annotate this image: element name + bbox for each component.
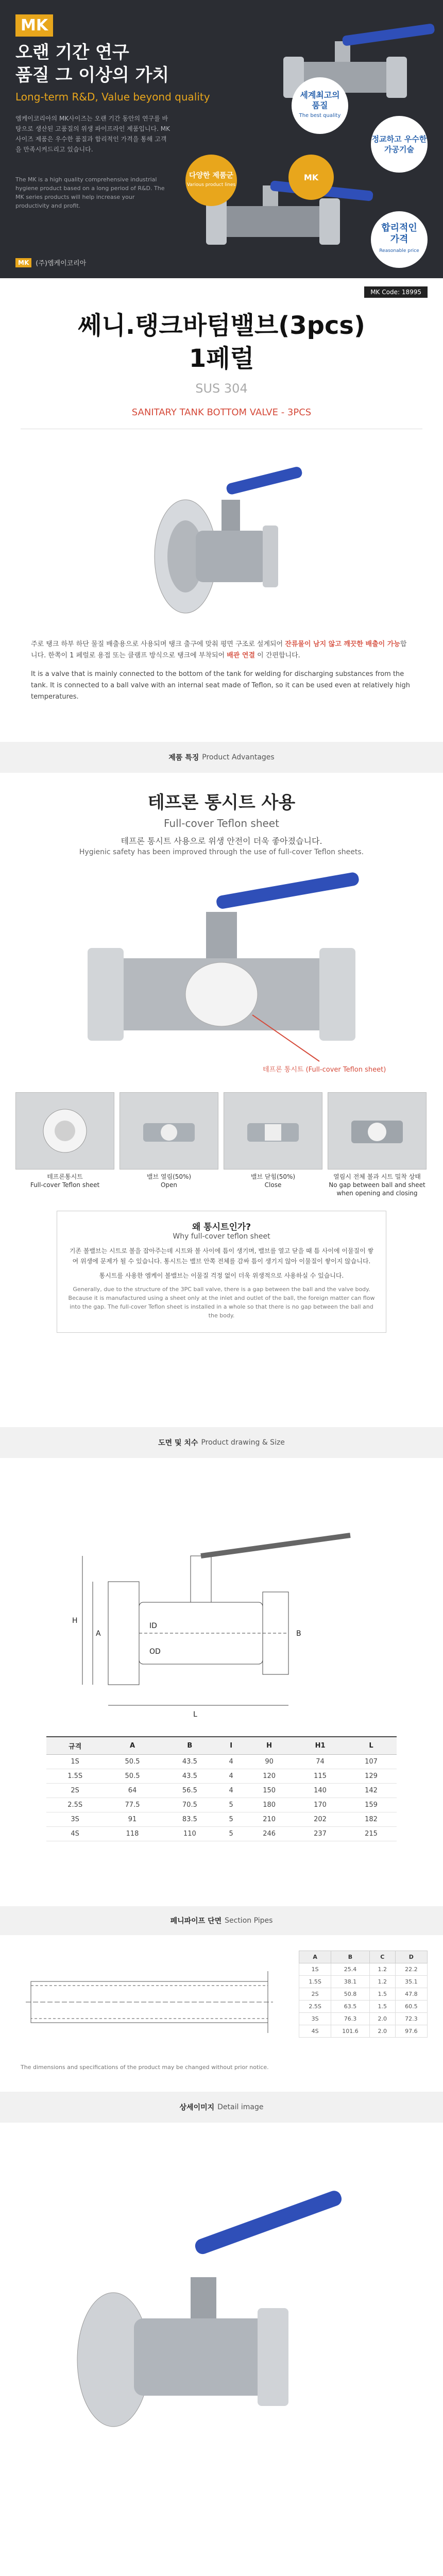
table-cell: 159 bbox=[346, 1798, 397, 1812]
table-row bbox=[46, 1827, 397, 1841]
thumbnail-label-ko: 열림시 전체 볼과 시트 밀착 상태 bbox=[333, 1173, 421, 1180]
badge-price-line: 합리적인 bbox=[381, 223, 417, 233]
table-cell: 50.5 bbox=[104, 1755, 161, 1769]
table-cell: 35.1 bbox=[395, 1976, 427, 1988]
why-teflon-question: 왜 통시트인가? bbox=[192, 1222, 251, 1232]
table-header-cell: B bbox=[161, 1737, 218, 1755]
brand-name: (주)엠케이코리아 bbox=[36, 260, 87, 267]
table-cell: 210 bbox=[244, 1812, 295, 1827]
intro-ko-highlight-2: 배관 연결 bbox=[227, 652, 255, 659]
table-header-cell: I bbox=[218, 1737, 244, 1755]
badge-best-quality-bold: 품질 bbox=[312, 100, 328, 110]
thumbnail-label-ko: 밸브 닫힘(50%) bbox=[250, 1173, 296, 1180]
table-cell: 64 bbox=[104, 1784, 161, 1798]
table-header-cell: A bbox=[299, 1951, 331, 1963]
hero-banner bbox=[0, 0, 443, 278]
table-cell: 83.5 bbox=[161, 1812, 218, 1827]
pipes-bar-en: Section Pipes bbox=[225, 1917, 273, 1925]
thumbnail-no-gap bbox=[328, 1092, 427, 1197]
thumbnail-label-en: Full-cover Teflon sheet bbox=[30, 1181, 100, 1189]
drawing-label-h: H bbox=[72, 1617, 78, 1625]
table-cell: 4 bbox=[218, 1755, 244, 1769]
table-row bbox=[299, 2013, 428, 2025]
hero-headline-line-2: 품질 그 이상의 가치 bbox=[15, 65, 169, 86]
brand-logo: MK bbox=[15, 14, 53, 37]
product-main-image bbox=[139, 443, 304, 629]
table-cell: 202 bbox=[295, 1812, 346, 1827]
table-cell: 150 bbox=[244, 1784, 295, 1798]
hero-description-en: The MK is a high quality comprehensive industrial hygiene product based on a long period of R&D. The MK series products will help increase your productivity and profit. bbox=[15, 176, 165, 209]
badge-processing-bold: 가공기술 bbox=[384, 145, 414, 154]
table-cell: 180 bbox=[244, 1798, 295, 1812]
table-cell: 74 bbox=[295, 1755, 346, 1769]
thumbnail-label-ko: 밸브 열림(50%) bbox=[146, 1173, 192, 1180]
table-cell: 1.5S bbox=[299, 1976, 331, 1988]
table-header-cell: C bbox=[369, 1951, 395, 1963]
spec-table bbox=[46, 1736, 397, 1841]
table-cell: 90 bbox=[244, 1755, 295, 1769]
table-cell: 50.8 bbox=[331, 1988, 370, 2001]
detail-bar-en: Detail image bbox=[217, 2103, 264, 2111]
hero-headline-line-1: 오랜 기간 연구 bbox=[15, 42, 129, 63]
section-bar-drawing bbox=[0, 1427, 443, 1458]
badge-processing-line: 정교하고 우수한 bbox=[371, 134, 427, 144]
table-header-cell: A bbox=[104, 1737, 161, 1755]
section-table bbox=[299, 1951, 428, 2038]
table-row bbox=[46, 1755, 397, 1769]
detail-bar-ko: 상세이미지 bbox=[179, 2104, 215, 2112]
table-cell: 1.5S bbox=[46, 1769, 104, 1784]
advantages-title-en: Full-cover Teflon sheet bbox=[164, 817, 279, 829]
drawing-label-l: L bbox=[193, 1710, 197, 1719]
table-cell: 77.5 bbox=[104, 1798, 161, 1812]
badge-price bbox=[371, 211, 428, 268]
section-table-body bbox=[299, 1963, 428, 2038]
table-row bbox=[46, 1769, 397, 1784]
spec-table-body bbox=[46, 1755, 397, 1841]
table-cell: 1.5 bbox=[369, 1988, 395, 2001]
table-cell: 1S bbox=[46, 1755, 104, 1769]
table-row bbox=[299, 1988, 428, 2001]
table-cell: 246 bbox=[244, 1827, 295, 1841]
advantages-desc-ko: 테프론 통시트 사용으로 위생 안전이 더욱 좋아졌습니다. bbox=[121, 836, 322, 846]
table-cell: 2.0 bbox=[369, 2025, 395, 2038]
product-name-line-2: 1페럴 bbox=[189, 344, 254, 373]
teflon-callout: 테프론 통시트 (Full-cover Teflon sheet) bbox=[263, 1066, 386, 1074]
thumbnail-label-en: Close bbox=[264, 1181, 282, 1189]
table-cell: 3S bbox=[46, 1812, 104, 1827]
thumbnail-label-en: Open bbox=[160, 1181, 178, 1189]
table-header-cell: H1 bbox=[295, 1737, 346, 1755]
advantages-title: 테프론 통시트 사용 bbox=[147, 792, 296, 813]
table-cell: 140 bbox=[295, 1784, 346, 1798]
table-cell: 5 bbox=[218, 1827, 244, 1841]
table-cell: 142 bbox=[346, 1784, 397, 1798]
thumbnail-valve-close bbox=[224, 1092, 322, 1197]
table-row bbox=[299, 2025, 428, 2038]
advantages-thumbnails bbox=[15, 1092, 428, 1197]
thumbnail-image bbox=[120, 1092, 218, 1170]
intro-text-en: It is a valve that is mainly connected to the bottom of the tank for welding for discharging substances from the tank. It is connected to a ball valve with an internal seat made of Teflon, so it can be used even at relatively high temperatures. bbox=[31, 670, 410, 701]
thumbnail-valve-open bbox=[120, 1092, 218, 1197]
table-cell: 110 bbox=[161, 1827, 218, 1841]
table-cell: 43.5 bbox=[161, 1755, 218, 1769]
why-teflon-text-1: 기존 볼밸브는 시트로 볼을 잡아주는데 시트와 볼 사이에 틈이 생기며, 밸브를 열고 닫을 때 틈 사이에 이물질이 쌓여 위생에 문제가 될 수 있습니다. 통시트는 밸브 안쪽 전체를 감싸 틈이 생기지 않아 이물질이 쌓이지 않습니다. bbox=[69, 1247, 374, 1265]
table-cell: 1.2 bbox=[369, 1976, 395, 1988]
table-cell: 107 bbox=[346, 1755, 397, 1769]
why-teflon-question-en: Why full-cover teflon sheet bbox=[173, 1232, 270, 1241]
hero-description-ko: 엠케이코리아의 MK사이즈는 오랜 기간 동안의 연구를 바탕으로 생산된 고품질의 위생 파이프라인 제품입니다. MK 사이즈 제품은 우수한 품질과 합리적인 가격을 통해 고객을 만족시켜드리고 있습니다. bbox=[15, 115, 170, 153]
section-bar-detail bbox=[0, 2092, 443, 2123]
thumbnail-label bbox=[15, 1173, 114, 1189]
product-material: SUS 304 bbox=[195, 381, 248, 396]
table-cell: 4 bbox=[218, 1784, 244, 1798]
table-header-cell: H bbox=[244, 1737, 295, 1755]
table-row bbox=[299, 1963, 428, 1976]
why-teflon-text-en: Generally, due to the structure of the 3PC ball valve, there is a gap between the ball and the valve body. Because it is manufactured using a sheet only at the inlet and outlet of the ball, the foreign matter can flow into the gap. The full-cover Teflon sheet is installed in a whole so that there is no gap between the ball and the body. bbox=[68, 1286, 375, 1319]
table-cell: 2S bbox=[46, 1784, 104, 1798]
intro-ko-part-3: 이 간편합니다. bbox=[255, 652, 300, 659]
table-row bbox=[46, 1784, 397, 1798]
table-cell: 91 bbox=[104, 1812, 161, 1827]
why-teflon-box bbox=[57, 1211, 386, 1333]
drawing-bar-ko: 도면 및 치수 bbox=[158, 1439, 198, 1447]
table-header-cell: B bbox=[331, 1951, 370, 1963]
table-cell: 2.5S bbox=[46, 1798, 104, 1812]
detail-images bbox=[0, 2123, 443, 2576]
thumbnail-label-ko: 테프론통시트 bbox=[47, 1173, 83, 1180]
badge-best-quality-line: 세계최고의 bbox=[300, 90, 340, 100]
table-cell: 1S bbox=[299, 1963, 331, 1976]
table-row bbox=[46, 1812, 397, 1827]
table-cell: 4S bbox=[46, 1827, 104, 1841]
section-pipes bbox=[0, 1935, 443, 2090]
intro-ko-part-2: 합니다. 한쪽이 1 페럴로 용접 또는 클램프 방식으로 탱크에 부착되어 bbox=[31, 640, 407, 659]
thumbnail-image bbox=[224, 1092, 322, 1170]
detail-photo-1 bbox=[77, 2189, 344, 2427]
section-bar-pipes bbox=[0, 1906, 443, 1935]
spec-table-header-row bbox=[46, 1737, 397, 1755]
badge-product-lines bbox=[185, 155, 237, 206]
table-cell: 2S bbox=[299, 1988, 331, 2001]
thumbnail-label bbox=[328, 1173, 427, 1197]
table-cell: 170 bbox=[295, 1798, 346, 1812]
drawing-section bbox=[0, 1458, 443, 1906]
table-cell: 50.5 bbox=[104, 1769, 161, 1784]
table-header-cell: L bbox=[346, 1737, 397, 1755]
why-teflon-text-2: 통시트를 사용한 엠케이 볼밸브는 이물질 걱정 없이 더욱 위생적으로 사용하실 수 있습니다. bbox=[99, 1272, 344, 1279]
badge-best-quality-en: The best quality bbox=[299, 113, 341, 118]
table-cell: 237 bbox=[295, 1827, 346, 1841]
intro-ko-highlight-1: 잔류물이 남지 않고 깨끗한 배출이 가능 bbox=[285, 640, 400, 648]
hero-brand bbox=[15, 258, 86, 267]
advantages-desc-en: Hygienic safety has been improved through the use of full-cover Teflon sheets. bbox=[79, 848, 364, 856]
advantages-section bbox=[0, 773, 443, 1427]
intro-ko-part-1: 주로 탱크 하부 하단 물질 배출용으로 사용되며 탱크 출구에 맞춰 평면 구조로 설계되어 bbox=[31, 640, 285, 648]
badge-best-quality bbox=[292, 77, 348, 134]
table-cell: 1.2 bbox=[369, 1963, 395, 1976]
table-cell: 5 bbox=[218, 1798, 244, 1812]
table-row bbox=[299, 2001, 428, 2013]
badge-price-bold: 가격 bbox=[390, 234, 408, 245]
table-cell: 38.1 bbox=[331, 1976, 370, 1988]
badge-price-en: Reasonable price bbox=[379, 248, 419, 253]
table-cell: 2.5S bbox=[299, 2001, 331, 2013]
table-cell: 1.5 bbox=[369, 2001, 395, 2013]
drawing-label-id: ID bbox=[149, 1622, 157, 1630]
section-note: The dimensions and specifications of the product may be changed without prior notice. bbox=[21, 2064, 269, 2071]
table-cell: 56.5 bbox=[161, 1784, 218, 1798]
advantages-bar-en: Product Advantages bbox=[202, 753, 275, 761]
table-cell: 76.3 bbox=[331, 2013, 370, 2025]
product-title-section bbox=[0, 278, 443, 639]
section-bar-advantages bbox=[0, 742, 443, 773]
table-cell: 4 bbox=[218, 1769, 244, 1784]
badge-product-lines-line: 다양한 제품군 bbox=[189, 172, 234, 180]
product-code: MK Code: 18995 bbox=[364, 286, 428, 298]
product-english-name: SANITARY TANK BOTTOM VALVE - 3PCS bbox=[131, 407, 312, 418]
drawing-label-od: OD bbox=[149, 1648, 161, 1656]
teflon-sheet-illustration bbox=[77, 866, 386, 1082]
brand-mark: MK bbox=[15, 258, 31, 267]
table-header-cell: 규격 bbox=[46, 1737, 104, 1755]
table-cell: 60.5 bbox=[395, 2001, 427, 2013]
thumbnail-label bbox=[224, 1173, 322, 1189]
drawing-label-a: A bbox=[96, 1630, 101, 1638]
table-cell: 101.6 bbox=[331, 2025, 370, 2038]
thumbnail-teflon-sheet bbox=[15, 1092, 114, 1197]
table-cell: 129 bbox=[346, 1769, 397, 1784]
intro-text-ko bbox=[31, 639, 412, 662]
detail-photos bbox=[0, 2123, 443, 2576]
section-table-header-row bbox=[299, 1951, 428, 1963]
hero-subline: Long-term R&D, Value beyond quality bbox=[15, 91, 210, 103]
thumbnail-image bbox=[328, 1092, 427, 1170]
technical-drawing bbox=[62, 1479, 381, 1726]
product-intro bbox=[0, 639, 443, 742]
table-cell: 43.5 bbox=[161, 1769, 218, 1784]
thumbnail-label-en: No gap between ball and sheet when opening and closing bbox=[329, 1181, 425, 1197]
badge-product-lines-en: Various product lines bbox=[186, 182, 236, 188]
table-cell: 115 bbox=[295, 1769, 346, 1784]
table-header-cell: D bbox=[395, 1951, 427, 1963]
table-cell: 47.8 bbox=[395, 1988, 427, 2001]
product-name bbox=[0, 309, 443, 375]
table-cell: 22.2 bbox=[395, 1963, 427, 1976]
table-row bbox=[46, 1798, 397, 1812]
table-cell: 118 bbox=[104, 1827, 161, 1841]
table-cell: 3S bbox=[299, 2013, 331, 2025]
table-row bbox=[299, 1976, 428, 1988]
table-cell: 215 bbox=[346, 1827, 397, 1841]
advantages-bar-ko: 제품 특징 bbox=[168, 754, 199, 762]
table-cell: 63.5 bbox=[331, 2001, 370, 2013]
badge-mk: MK bbox=[288, 155, 334, 200]
table-cell: 182 bbox=[346, 1812, 397, 1827]
table-cell: 25.4 bbox=[331, 1963, 370, 1976]
drawing-label-b: B bbox=[296, 1630, 301, 1638]
thumbnail-image bbox=[15, 1092, 114, 1170]
table-cell: 97.6 bbox=[395, 2025, 427, 2038]
pipe-section-drawing bbox=[21, 1951, 278, 2054]
thumbnail-label bbox=[120, 1173, 218, 1189]
table-cell: 72.3 bbox=[395, 2013, 427, 2025]
table-cell: 4S bbox=[299, 2025, 331, 2038]
table-cell: 120 bbox=[244, 1769, 295, 1784]
table-cell: 70.5 bbox=[161, 1798, 218, 1812]
hero-headline bbox=[15, 41, 169, 87]
badge-processing bbox=[371, 116, 428, 173]
table-cell: 2.0 bbox=[369, 2013, 395, 2025]
pipes-bar-ko: 페니파이프 단면 bbox=[170, 1917, 222, 1925]
table-cell: 5 bbox=[218, 1812, 244, 1827]
drawing-bar-en: Product drawing & Size bbox=[201, 1438, 285, 1447]
product-name-line-1: 쎄니.탱크바텀밸브(3pcs) bbox=[78, 311, 365, 340]
